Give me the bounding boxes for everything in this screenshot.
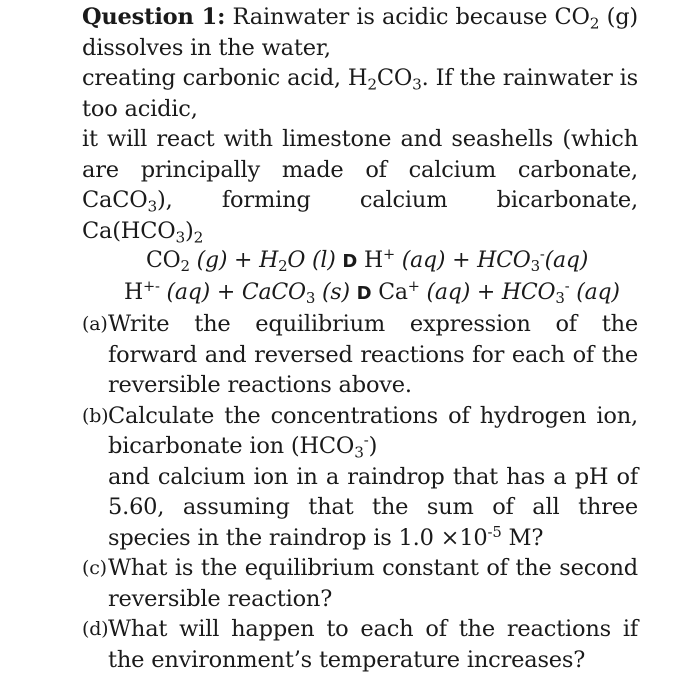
sub-question-a bbox=[82, 309, 638, 401]
sub-question-b-line-2 bbox=[108, 462, 638, 554]
eq2-part-5: (aq) bbox=[569, 279, 620, 305]
eq1-h-superscript: + bbox=[382, 247, 395, 264]
b-exponent-superscript: -5 bbox=[487, 522, 502, 541]
intro-text-2-tail: . If the rainwater is too acidic, bbox=[82, 65, 638, 122]
sub-question-b bbox=[82, 401, 638, 554]
intro-co2-subscript: 2 bbox=[589, 14, 600, 33]
eq1-part-4: (aq) + HCO bbox=[394, 248, 531, 273]
sub-question-d bbox=[82, 614, 638, 675]
intro-text-2-mid: CO bbox=[376, 65, 413, 91]
intro-h2-subscript: 2 bbox=[367, 75, 377, 94]
intro-caco3-subscript: 3 bbox=[147, 197, 158, 216]
equation-2 bbox=[82, 278, 638, 310]
eq2-part-1: (aq) + CaCO bbox=[159, 279, 306, 305]
intro-paren-subscript: 2 bbox=[193, 227, 204, 246]
eq1-hco3-superscript: - bbox=[539, 247, 545, 264]
eq1-part-5: (aq) bbox=[544, 248, 589, 273]
eq2-part-3: Ca bbox=[371, 279, 408, 305]
eq2-ca-superscript: + bbox=[407, 278, 420, 295]
equilibrium-arrow-icon: D bbox=[356, 282, 372, 304]
intro-hco3-subscript: 3 bbox=[175, 227, 186, 246]
sub-question-a-text: Write the equilibrium expression of the forward and reversed reactions for each of the reversible reactions above. bbox=[108, 311, 638, 398]
eq1-hco3-subscript: 3 bbox=[530, 257, 540, 276]
sub-question-c bbox=[82, 553, 638, 614]
sub-question-d-letter: (d) bbox=[82, 618, 109, 640]
intro-text-3-mid: ), forming calcium bicarbonate, Ca(HCO bbox=[82, 187, 638, 244]
sub-question-d-text: What will happen to each of the reactions if the environment’s temperature increases? bbox=[108, 616, 638, 673]
b-hco3-superscript: - bbox=[363, 430, 369, 449]
b-hco3-subscript: 3 bbox=[354, 443, 364, 462]
eq2-part-2: (s) bbox=[315, 279, 357, 305]
sub-question-c-letter: (c) bbox=[82, 557, 107, 579]
sub-question-a-letter: (a) bbox=[82, 313, 108, 335]
intro-text-1-tail: (g) dissolves in the water, bbox=[82, 4, 639, 61]
eq2-h: H bbox=[124, 279, 143, 305]
sub-question-b-text-1: Calculate the concentrations of hydrogen ion, bicarbonate ion (HCO bbox=[108, 402, 638, 459]
eq2-part-4: (aq) + HCO bbox=[419, 279, 556, 305]
equation-1 bbox=[82, 246, 638, 278]
intro-text-1: Rainwater is acidic because CO bbox=[225, 4, 590, 30]
question-intro-line-1 bbox=[82, 0, 638, 63]
eq1-part-2: O (l) bbox=[287, 248, 343, 273]
intro-text-3: it will react with limestone and seashells (which are principally made of calcium carbonate, CaCO bbox=[82, 126, 638, 213]
sub-question-b-letter: (b) bbox=[82, 404, 109, 427]
question-title: Question 1: bbox=[82, 4, 226, 30]
eq1-h2-subscript: 2 bbox=[278, 257, 288, 276]
eq1-co-subscript: 2 bbox=[180, 257, 190, 276]
eq2-h-superscript: +- bbox=[143, 278, 160, 295]
sub-question-b-text-1-end: ) bbox=[368, 433, 378, 459]
question-intro-line-3 bbox=[82, 124, 638, 246]
sub-question-c-text: What is the equilibrium constant of the second reversible reaction? bbox=[108, 555, 638, 612]
eq1-part-1: (g) + H bbox=[189, 248, 279, 273]
intro-co3-subscript: 3 bbox=[412, 75, 422, 94]
eq2-hco3-superscript: - bbox=[564, 278, 570, 295]
sub-question-b-line-1 bbox=[108, 401, 638, 462]
eq2-hco3-subscript: 3 bbox=[555, 288, 565, 307]
sub-question-b-text-2: and calcium ion in a raindrop that has a pH of 5.60, assuming that the sum of all three species in the raindrop is 1.0 ×10 bbox=[108, 463, 638, 551]
intro-text-3-end: ) bbox=[185, 217, 194, 244]
eq1-part-3: H bbox=[357, 248, 383, 273]
intro-text-2: creating carbonic acid, H bbox=[82, 65, 368, 91]
eq2-caco3-subscript: 3 bbox=[305, 288, 316, 307]
question-document bbox=[82, 0, 638, 675]
equilibrium-arrow-icon: D bbox=[342, 251, 358, 272]
question-intro-line-2 bbox=[82, 63, 638, 124]
sub-question-b-text-2-end: M? bbox=[501, 524, 544, 551]
eq1-co: CO bbox=[146, 248, 181, 273]
